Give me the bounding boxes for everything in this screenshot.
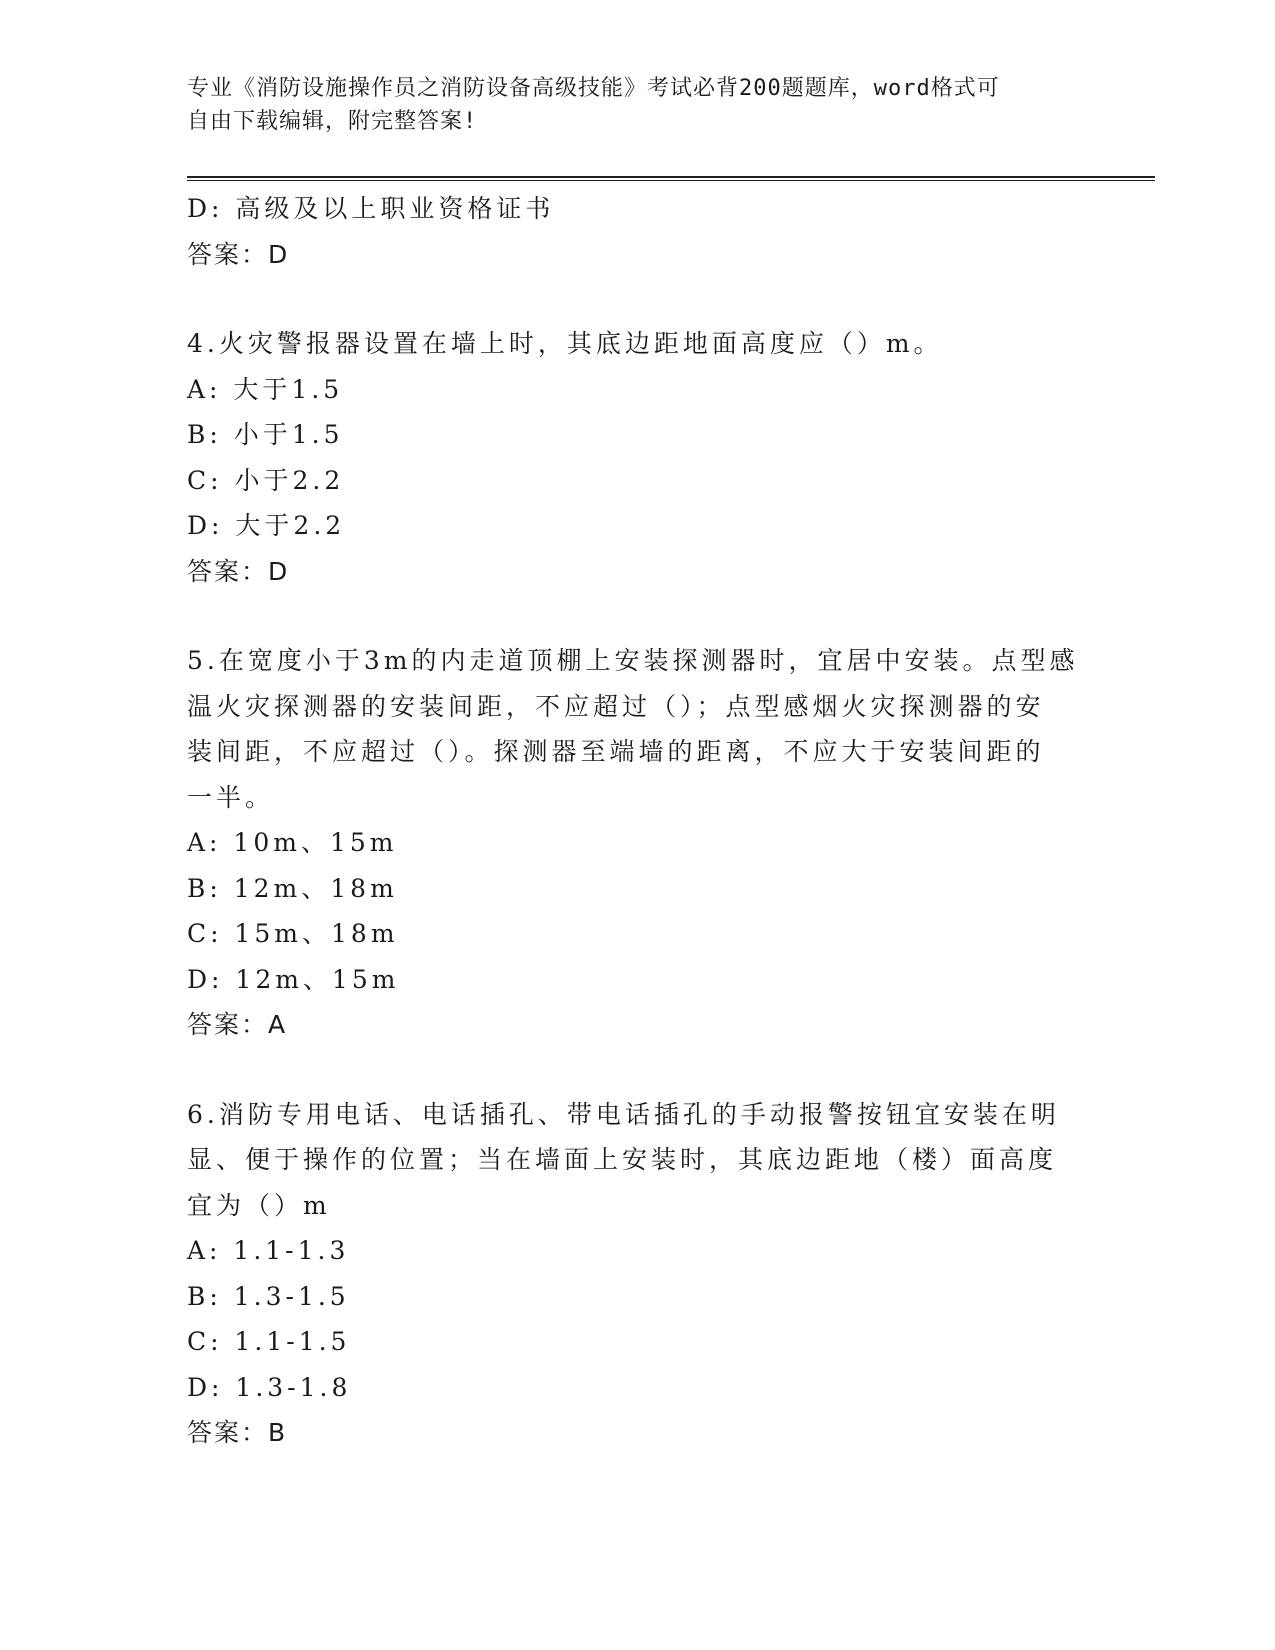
option-d: D: 12m、15m <box>187 964 400 994</box>
option-b: B: 小于1.5 <box>187 420 344 449</box>
answer-line: 答案：D <box>187 239 290 269</box>
answer-line: 答案：B <box>187 1418 288 1447</box>
question-text-line: 4.火灾警报器设置在墙上时，其底边距地面高度应（）m。 <box>187 329 943 358</box>
option-a: A: 1.1-1.3 <box>187 1236 350 1265</box>
question-text-line: 宜为（）m <box>187 1190 331 1220</box>
question-5 <box>187 638 1087 1048</box>
question-text-line: 显、便于操作的位置；当在墙面上安装时，其底边距地（楼）面高度 <box>187 1145 1058 1174</box>
header-line-1: 专业《消防设施操作员之消防设备高级技能》考试必背200题题库，word格式可 <box>187 76 1000 101</box>
previous-question-tail <box>187 186 1087 277</box>
question-content <box>187 186 1087 1456</box>
option-c: C: 1.1-1.5 <box>187 1327 351 1356</box>
option-d: D: 大于2.2 <box>187 511 346 540</box>
answer-line: 答案：A <box>187 1010 288 1039</box>
option-b: B: 1.3-1.5 <box>187 1281 350 1311</box>
question-text-line: 装间距，不应超过（）。探测器至端墙的距离，不应大于安装间距的 <box>187 737 1045 766</box>
question-text-line: 一半。 <box>187 782 275 812</box>
option-a: A: 10m、15m <box>187 828 398 857</box>
question-6 <box>187 1092 1087 1456</box>
option-d: D: 1.3-1.8 <box>187 1372 352 1402</box>
option-c: C: 小于2.2 <box>187 465 345 495</box>
question-text-line: 6.消防专用电话、电话插孔、带电话插孔的手动报警按钮宜安装在明 <box>187 1099 1060 1129</box>
page-header <box>187 72 1067 138</box>
option-c: C: 15m、18m <box>187 919 399 948</box>
question-text-line: 温火灾探测器的安装间距，不应超过（）；点型感烟火灾探测器的安 <box>187 691 1045 721</box>
question-4 <box>187 321 1087 594</box>
header-line-2: 自由下载编辑，附完整答案! <box>187 109 478 134</box>
answer-line: 答案：D <box>187 556 290 586</box>
header-divider <box>187 176 1155 181</box>
option-b: B: 12m、18m <box>187 873 398 903</box>
option-a: A: 大于1.5 <box>187 374 344 404</box>
option-d: D: 高级及以上职业资格证书 <box>187 194 555 223</box>
question-text-line: 5.在宽度小于3m的内走道顶棚上安装探测器时，宜居中安装。点型感 <box>187 646 1079 675</box>
